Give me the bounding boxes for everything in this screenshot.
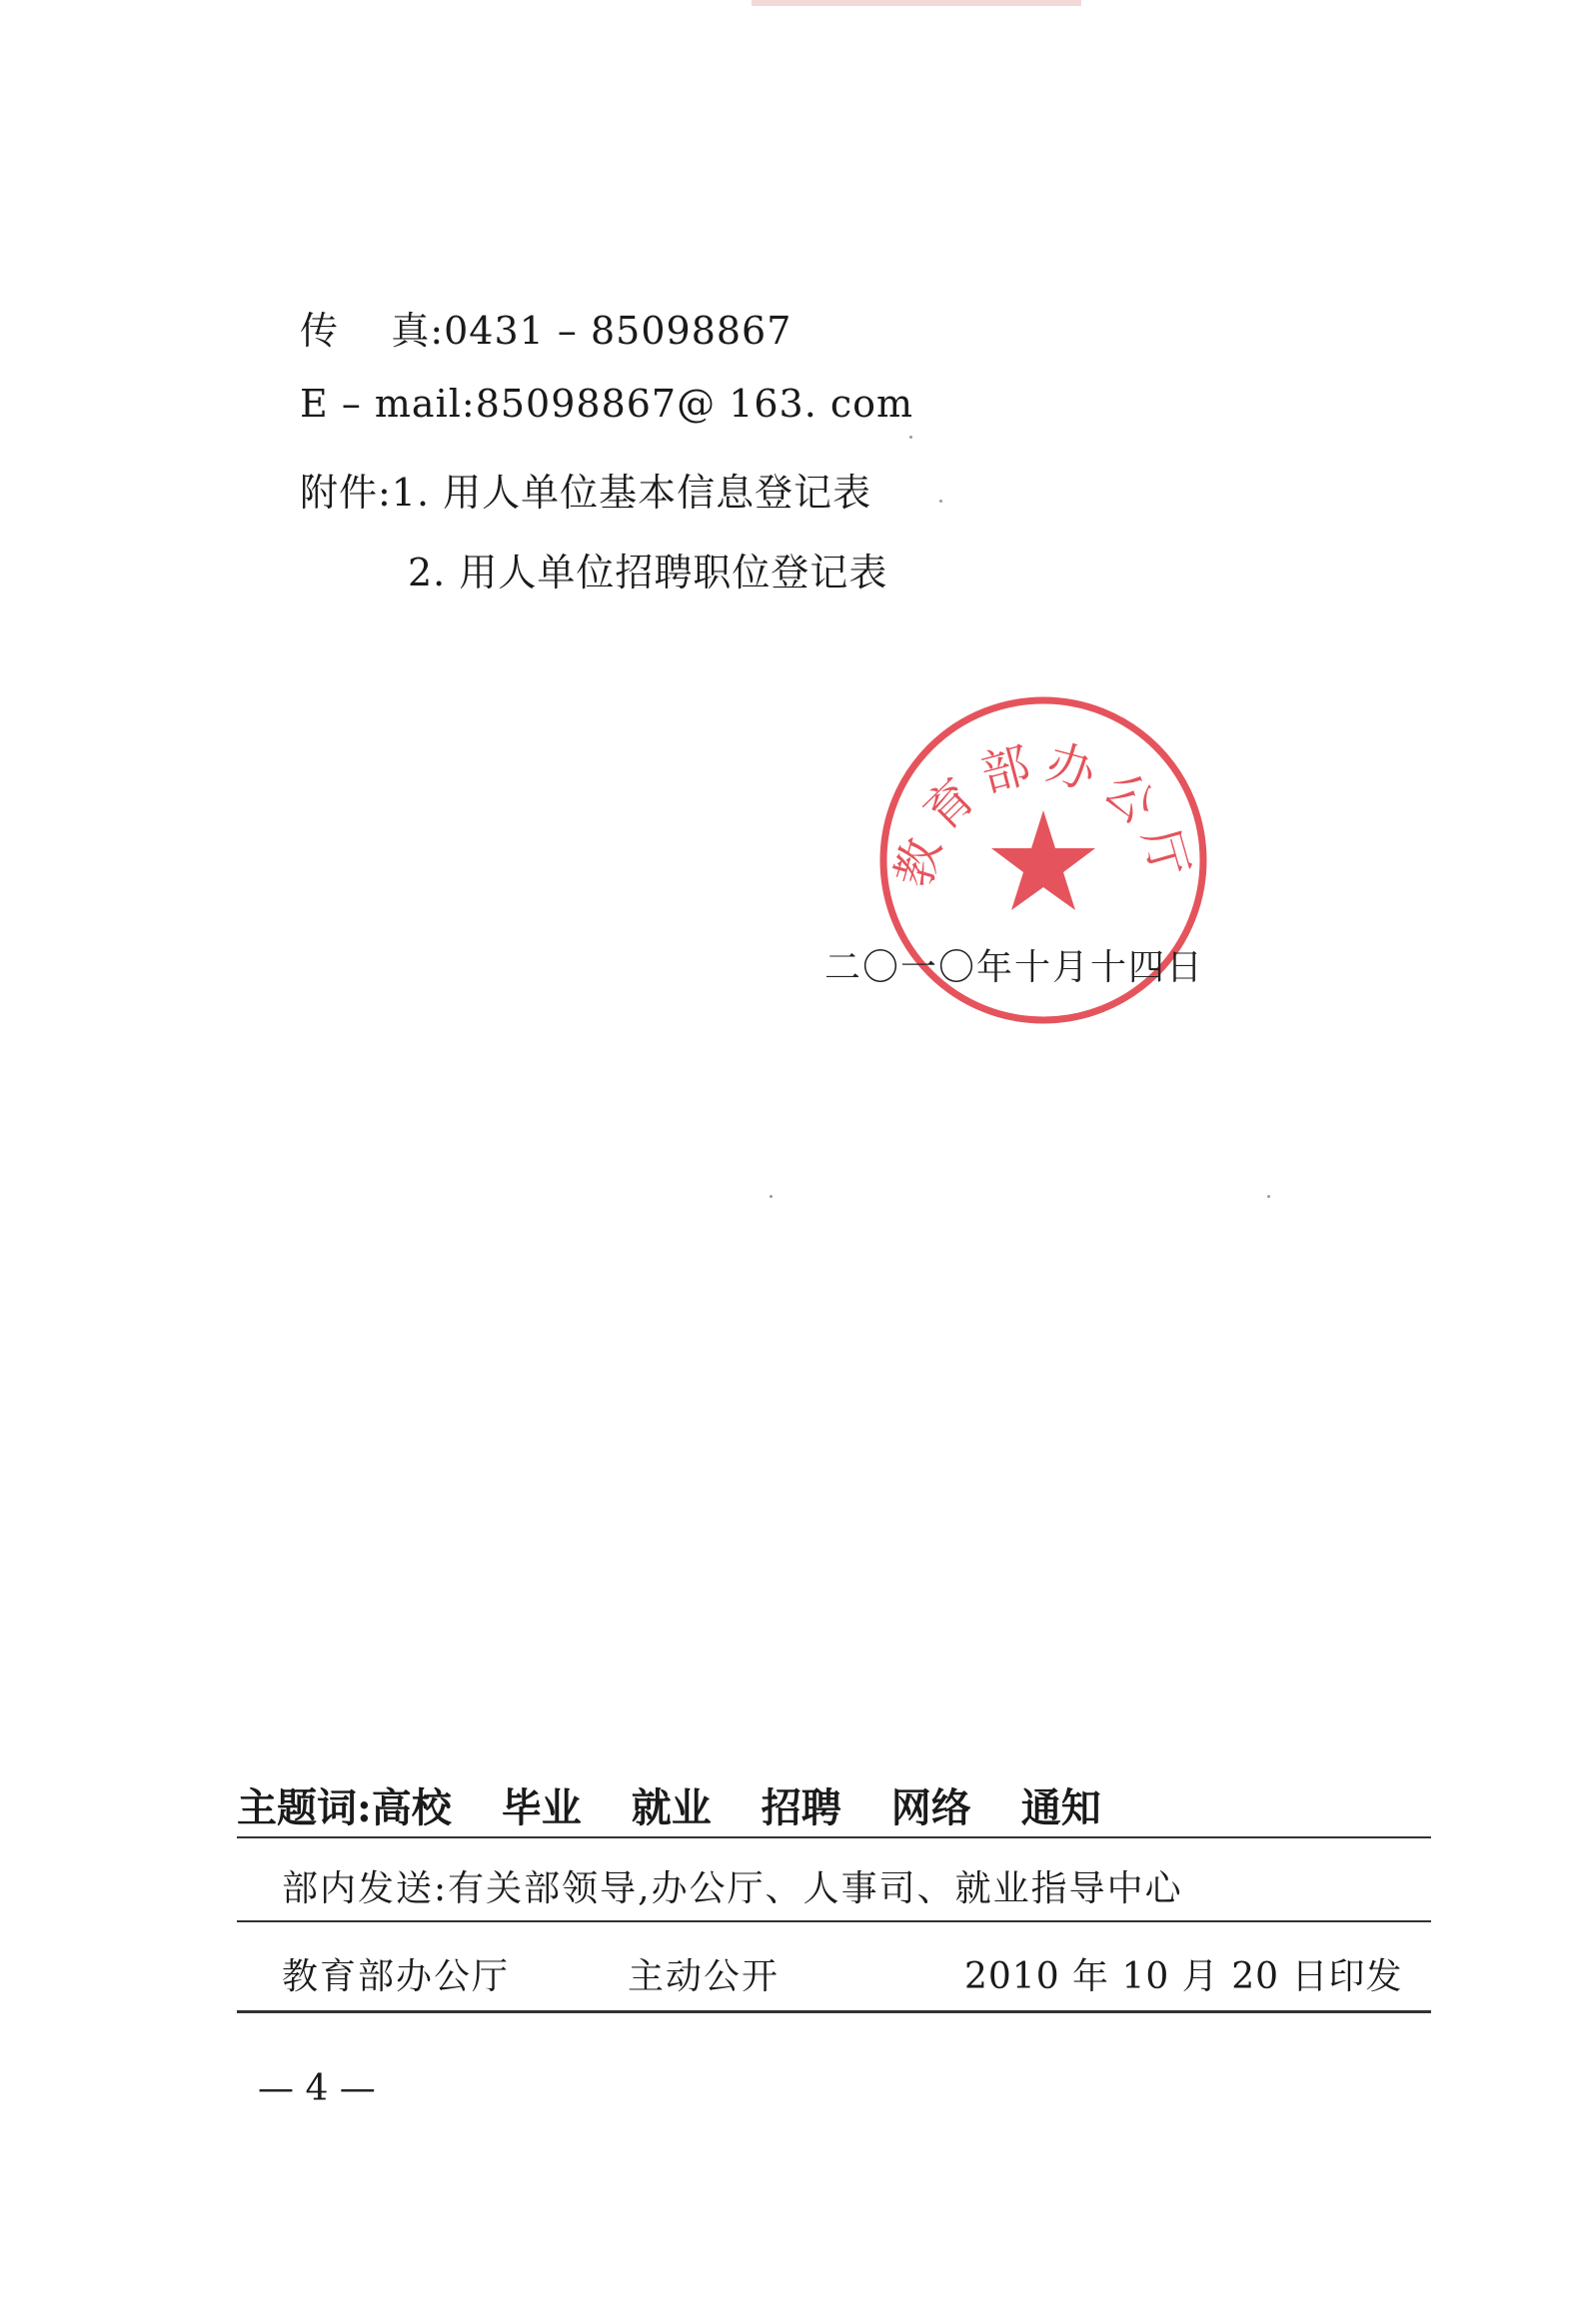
disclosure-status: 主动公开 <box>628 1956 781 1997</box>
keywords-label: 主题词: <box>237 1784 372 1831</box>
keyword: 网络 <box>890 1784 971 1831</box>
footer-rule <box>237 2010 1431 2013</box>
keyword: 招聘 <box>761 1784 841 1831</box>
keyword: 毕业 <box>501 1784 582 1831</box>
footer-rule <box>237 1836 1431 1838</box>
scan-speck <box>770 1195 773 1198</box>
keyword: 通知 <box>1020 1784 1101 1831</box>
email-line: E – mail:85098867@ 163. com <box>300 382 914 426</box>
keywords-row <box>237 1776 1101 1833</box>
scan-speck <box>909 436 912 439</box>
page-number: — 4 — <box>258 2068 376 2109</box>
keyword: 高校 <box>371 1784 452 1831</box>
attachment-2: 2. 用人单位招聘职位登记表 <box>408 551 888 594</box>
scan-speck <box>1267 1195 1270 1198</box>
star-icon <box>991 810 1095 910</box>
header-stamp-remnant <box>752 0 1081 6</box>
scan-speck <box>939 500 942 503</box>
publisher: 教育部办公厅 <box>282 1956 511 1997</box>
attachment-1: 附件:1. 用人单位基本信息登记表 <box>300 471 872 515</box>
fax-line: 传 真:0431 – 85098867 <box>300 309 792 353</box>
signature-date: 二〇一〇年十月十四日 <box>824 947 1205 988</box>
print-date: 2010 年 10 月 20 日印发 <box>964 1956 1403 1997</box>
seal-text: 教育部办公厅 <box>884 734 1202 894</box>
distribution-line: 部内发送:有关部领导,办公厅、人事司、就业指导中心 <box>282 1868 1183 1909</box>
keyword: 就业 <box>631 1784 712 1831</box>
footer-rule <box>237 1920 1431 1922</box>
